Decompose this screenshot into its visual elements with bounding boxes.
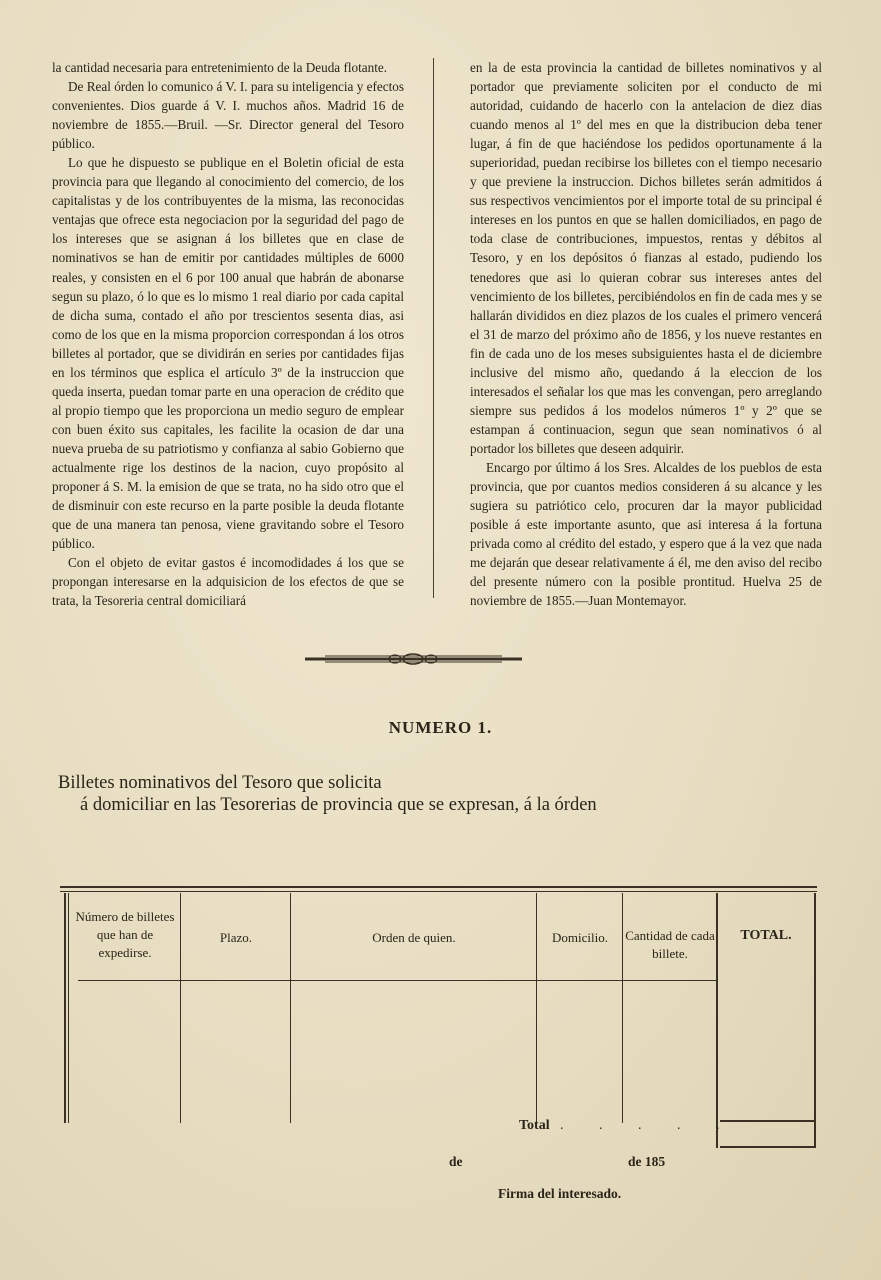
column-divider — [180, 893, 181, 1123]
table-left-border — [64, 893, 66, 1123]
table-left-border-inner — [68, 893, 69, 1123]
column-header: TOTAL. — [740, 928, 792, 943]
right-text-column — [470, 58, 822, 610]
total-leader-dots: . . . . . — [560, 1118, 736, 1133]
form-number-heading: NUMERO 1. — [388, 718, 493, 737]
paragraph: Encargo por último á los Sres. Alcaldes de los pueblos de esta provincia, que por cuantos medios consideren á su alcance y les sugiera su patriótico celo, procuren dar la mayor publicidad posible á este importante asunto, que asi interesa á la fortuna privada como al crédito del estado, y espero que á la vez que nada me dejarán que desear relativamente á él, me den aviso del recibo del presente número con la posible prontitud. Huelva 25 de noviembre de 1855.—Juan Montemayor. — [470, 459, 822, 609]
column-header: Cantidad de cada billete. — [625, 928, 715, 961]
table-right-border — [814, 893, 816, 1148]
column-divider — [433, 58, 434, 598]
form-title-line-2: á domiciliar en las Tesorerias de provincia que se expresan, á la órden — [80, 795, 597, 815]
paragraph: en la de esta provincia la cantidad de billetes nominativos y al portador que previamente soliciten por el conducto de mi autoridad, cuidando de hacerlo con la antelacion de diez dias cuando menos al 1º del mes en que la distribucion deba tener lugar, á fin de que haciéndose los pedidos oportunamente á la superioridad, puedan recibirse los billetes con el tiempo necesario y que previene la instruccion. Dichos billetes serán admitidos á sus respectivos vencimientos por el importe total de su principal é intereses en los puntos en que se hallen domiciliados, en pago de toda clase de contribuciones, impuestos, rentas y débitos al Tesoro, y en los depósitos ó fianzas al estado, pudiendo los tenedores que asi lo quieran cobrar sus intereses antes del vencimiento de los billetes, percibiéndolos en fin de cada mes y se hallarán divididos en diez plazos de los cuales el primero vencerá el 31 de marzo del próximo año de 1856, y los nueve restantes en fin de cada uno de los meses subsiguientes hasta el de diciembre inclusive del mismo año, quedando á la eleccion de los interesados el señalar los que mas les convengan, pero arreglando siempre sus pedidos á los modelos números 1º y 2º que se estampan á continuacion, segun que sean nominativos ó al portador los billetes que deseen adquirir. — [470, 60, 822, 456]
column-header: Número de billetes que han de expedirse. — [75, 909, 175, 960]
paragraph: De Real órden lo comunico á V. I. para su inteligencia y efectos convenientes. Dios guarde á V. I. muchos años. Madrid 16 de noviembre de 1855.—Bruil. —Sr. Director general del Tesoro público. — [52, 79, 404, 152]
left-text-column — [52, 58, 404, 610]
total-box-bottom-rule — [720, 1146, 815, 1148]
form-title-line-1: Billetes nominativos del Tesoro que solicita — [58, 773, 382, 793]
paragraph: la cantidad necesaria para entretenimiento de la Deuda flotante. — [52, 60, 388, 75]
date-year-label: de 185 — [628, 1154, 666, 1169]
column-divider — [290, 893, 291, 1123]
column-divider — [622, 893, 623, 1123]
paragraph: Con el objeto de evitar gastos é incomodidades á los que se propongan interesarse en la adquisicion de los efectos de que se trata, la Tesoreria central domiciliará — [52, 555, 404, 609]
date-de-label: de — [449, 1154, 463, 1169]
column-header: Plazo. — [219, 930, 253, 945]
column-header: Orden de quien. — [372, 930, 456, 945]
column-header: Domicilio. — [552, 930, 608, 945]
column-divider — [536, 893, 537, 1123]
total-label: Total — [519, 1118, 550, 1133]
signature-line: Firma del interesado. — [498, 1186, 622, 1201]
ornamental-divider — [305, 652, 522, 666]
paragraph: Lo que he dispuesto se publique en el Boletin oficial de esta provincia para que llegando al conocimiento del comercio, de los capitalistas y de los contribuyentes de la misma, las reconocidas ventajas que ofrece esta negociacion por la seguridad del pago de los intereses que se asignan á los billetes que en clase de nominativos se han de emitir por cantidades múltiples de 6000 reales, y consisten en el 6 por 100 anual que habrán de abonarse segun su plazo, ó lo que es lo mismo 1 real diario por cada capital de dicha suma, contado el año por trescientos sesenta dias, asi como de los que en la misma proporcion correspondan á los otros billetes al portador, que se dividirán en series por cantidades fijas en los términos que esplica el artículo 3º de la instruccion que queda inserta, puedan tomar parte en una operacion de crédito que al propio tiempo que les proporciona un medio seguro de emplear con buen éxito sus capitales, les facilite la ocasion de dar una nueva prueba de su patriotismo y confianza al sabio Gobierno que actualmente rige los destinos de la nacion, cuyo propósito al proponer á S. M. la emision de que se trata, no ha sido otro que el de disminuir con este recurso en la parte posible la deuda flotante que de una manera tan penosa, viene gravitando sobre el Tesoro público. — [52, 155, 404, 552]
table-top-rule — [60, 886, 817, 888]
table-top-rule-inner — [60, 891, 817, 892]
